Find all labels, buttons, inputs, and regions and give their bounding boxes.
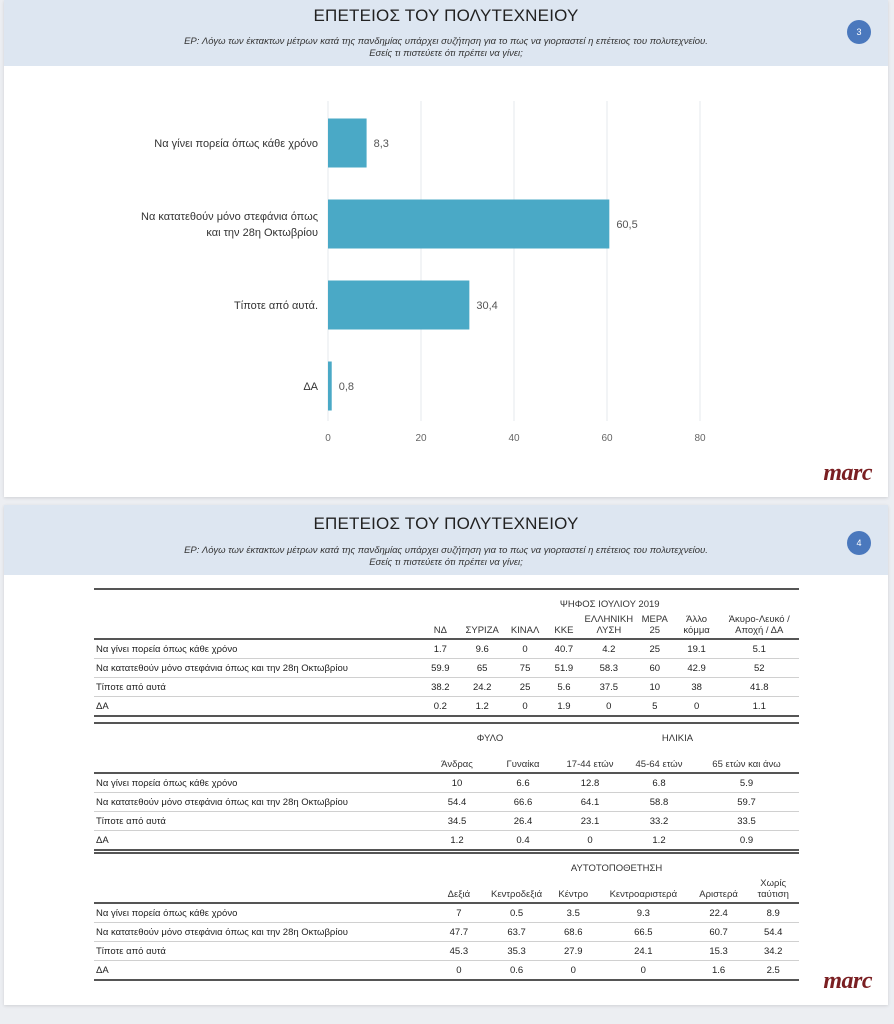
table-cell: 42.9 [674, 659, 720, 678]
group-header-row [94, 589, 799, 610]
table-cell: 51.9 [546, 659, 582, 678]
table-cell: 25 [504, 678, 546, 697]
column-header [690, 874, 748, 903]
table-cell: 1.2 [424, 831, 490, 851]
marc-logo: marc [823, 460, 872, 486]
table-cell: 1.6 [690, 961, 748, 981]
table-cell: 0 [504, 639, 546, 659]
row-label: Να κατατεθούν μόνο στεφάνια όπως και την 28η Οκτωβρίου [94, 659, 420, 678]
slide-3 [4, 0, 888, 497]
table-row [94, 831, 799, 851]
question-line-2: Εσείς τι πιστεύετε ότι πρέπει να γίνει; [369, 557, 523, 568]
group-title: ΑΥΤΟΤΟΠΟΘΕΤΗΣΗ [434, 853, 799, 874]
table-cell: 66.6 [490, 793, 556, 812]
row-label: Τίποτε από αυτά [94, 678, 420, 697]
bar-value-label: 30,4 [476, 300, 498, 312]
table-cell: 34.2 [747, 942, 799, 961]
table-cell: 23.1 [556, 812, 624, 831]
table-cell: 54.4 [424, 793, 490, 812]
bar-chart [4, 66, 888, 456]
column-header-line: ΚΙΝΑΛ [510, 625, 540, 636]
table-cell: 6.6 [490, 773, 556, 793]
column-header-line: Άκυρο-Λευκό / [728, 614, 790, 625]
column-header-line: Δεξιά [447, 889, 471, 900]
column-header-line: 45-64 ετών [635, 759, 683, 770]
column-header [720, 610, 800, 639]
table-cell: 65 [460, 659, 504, 678]
table-cell: 9.6 [460, 639, 504, 659]
column-header-line: Κεντροδεξιά [490, 889, 543, 900]
column-header [484, 874, 550, 903]
column-header [747, 874, 799, 903]
bar [328, 200, 609, 249]
table-cell: 38.2 [420, 678, 460, 697]
column-header [424, 744, 490, 773]
gender-age-table [94, 722, 799, 851]
table-row [94, 639, 799, 659]
row-label: ΔΑ [94, 697, 420, 717]
table-cell: 0.2 [420, 697, 460, 717]
table-cell: 5.9 [694, 773, 799, 793]
category-label: Να γίνει πορεία όπως κάθε χρόνο [154, 138, 318, 150]
table-cell: 5.1 [720, 639, 800, 659]
column-header-line: Κέντρο [558, 889, 589, 900]
column-header-line: ΝΔ [433, 625, 447, 636]
table-cell: 59.9 [420, 659, 460, 678]
column-header [460, 610, 504, 639]
table-cell: 33.2 [624, 812, 694, 831]
table-cell: 10 [424, 773, 490, 793]
table-cell: 4.2 [582, 639, 636, 659]
column-header [624, 744, 694, 773]
table-cell: 54.4 [747, 923, 799, 942]
column-header [420, 610, 460, 639]
table-cell: 0.4 [490, 831, 556, 851]
group-title: ΨΗΦΟΣ ΙΟΥΛΙΟΥ 2019 [420, 589, 799, 610]
x-tick-label: 60 [601, 433, 613, 444]
column-header [597, 874, 690, 903]
table-cell: 0.9 [694, 831, 799, 851]
table-cell: 64.1 [556, 793, 624, 812]
table-cell: 34.5 [424, 812, 490, 831]
table-cell: 37.5 [582, 678, 636, 697]
vote-table [94, 588, 799, 717]
table-cell: 15.3 [690, 942, 748, 961]
marc-logo: marc [823, 968, 872, 994]
row-label: Να γίνει πορεία όπως κάθε χρόνο [94, 773, 424, 793]
x-tick-label: 0 [325, 433, 331, 444]
table-row [94, 961, 799, 981]
question-line-1: ΕΡ: Λόγω των έκτακτων μέτρων κατά της πανδημίας υπάρχει συζήτηση για το πως να γιορταστεί η επέτειος του πολυτεχνείου. [184, 36, 708, 47]
table-cell: 75 [504, 659, 546, 678]
row-label: ΔΑ [94, 831, 424, 851]
row-label: Τίποτε από αυτά [94, 942, 434, 961]
table-cell: 38 [674, 678, 720, 697]
row-label: Να γίνει πορεία όπως κάθε χρόνο [94, 903, 434, 923]
column-header-line: Άνδρας [441, 759, 473, 770]
bar-value-label: 60,5 [616, 219, 638, 231]
table-cell: 24.2 [460, 678, 504, 697]
column-header-line: Χωρίς [760, 878, 787, 889]
table-cell: 1.7 [420, 639, 460, 659]
table-cell: 63.7 [484, 923, 550, 942]
group-header-row [94, 723, 799, 744]
table-cell: 1.2 [624, 831, 694, 851]
x-tick-label: 20 [415, 433, 427, 444]
category-label: και την 28η Οκτωβρίου [206, 227, 318, 239]
table-cell: 10 [636, 678, 674, 697]
table-cell: 52 [720, 659, 800, 678]
column-header [546, 610, 582, 639]
table-row [94, 773, 799, 793]
x-tick-label: 80 [694, 433, 706, 444]
column-header [434, 874, 483, 903]
table-cell: 0 [597, 961, 690, 981]
column-header-line: 17-44 ετών [566, 759, 614, 770]
column-header [550, 874, 597, 903]
table-cell: 0 [556, 831, 624, 851]
column-header [636, 610, 674, 639]
column-header-line: ταύτιση [757, 889, 789, 900]
table-cell: 60 [636, 659, 674, 678]
column-header [582, 610, 636, 639]
bar [328, 119, 367, 168]
column-header-line: Γυναίκα [506, 759, 540, 770]
table-cell: 1.2 [460, 697, 504, 717]
column-header-line: Αποχή / ΔΑ [735, 625, 784, 636]
table-cell: 26.4 [490, 812, 556, 831]
question-text [4, 545, 888, 569]
column-header [490, 744, 556, 773]
group-title: ΦΥΛΟ [424, 723, 556, 744]
category-label: Τίποτε από αυτά. [234, 300, 318, 312]
row-label: Να κατατεθούν μόνο στεφάνια όπως και την 28η Οκτωβρίου [94, 793, 424, 812]
column-header-row [94, 874, 799, 903]
row-label: Να κατατεθούν μόνο στεφάνια όπως και την 28η Οκτωβρίου [94, 923, 434, 942]
column-header-line: 25 [649, 625, 661, 636]
table-cell: 8.9 [747, 903, 799, 923]
table-cell: 2.5 [747, 961, 799, 981]
table-row [94, 812, 799, 831]
row-label: Να γίνει πορεία όπως κάθε χρόνο [94, 639, 420, 659]
slide-header [4, 0, 888, 66]
category-label: ΔΑ [303, 381, 318, 393]
column-header-line: 65 ετών και άνω [712, 759, 781, 770]
table-cell: 1.9 [546, 697, 582, 717]
table-cell: 33.5 [694, 812, 799, 831]
column-header-line: Κεντροαριστερά [609, 889, 678, 900]
slide-4 [4, 505, 888, 1005]
category-label: Να κατατεθούν μόνο στεφάνια όπως [141, 211, 318, 223]
table-cell: 60.7 [690, 923, 748, 942]
table-cell: 40.7 [546, 639, 582, 659]
column-header-line: κόμμα [683, 625, 710, 636]
table-cell: 0 [504, 697, 546, 717]
table-cell: 58.8 [624, 793, 694, 812]
question-line-1: ΕΡ: Λόγω των έκτακτων μέτρων κατά της πανδημίας υπάρχει συζήτηση για το πως να γιορταστεί η επέτειος του πολυτεχνείου. [184, 545, 708, 556]
table-cell: 7 [434, 903, 483, 923]
group-header-row [94, 853, 799, 874]
bar [328, 281, 469, 330]
column-header [504, 610, 546, 639]
slide-header [4, 505, 888, 575]
page-number-badge: 4 [847, 531, 871, 555]
table-cell: 24.1 [597, 942, 690, 961]
row-label: ΔΑ [94, 961, 434, 981]
table-cell: 35.3 [484, 942, 550, 961]
bar [328, 362, 332, 411]
table-row [94, 923, 799, 942]
table-cell: 5 [636, 697, 674, 717]
bar-value-label: 0,8 [338, 381, 355, 393]
table-row [94, 697, 799, 717]
question-line-2: Εσείς τι πιστεύετε ότι πρέπει να γίνει; [369, 48, 523, 59]
table-cell: 6.8 [624, 773, 694, 793]
slide-title: ΕΠΕΤΕΙΟΣ ΤΟΥ ΠΟΛΥΤΕΧΝΕΙΟΥ [313, 6, 579, 25]
table-row [94, 659, 799, 678]
table-cell: 66.5 [597, 923, 690, 942]
bar-value-label: 8,3 [373, 138, 389, 150]
table-cell: 19.1 [674, 639, 720, 659]
column-header [556, 744, 624, 773]
x-tick-label: 40 [508, 433, 520, 444]
column-header [694, 744, 799, 773]
column-header [674, 610, 720, 639]
table-cell: 68.6 [550, 923, 597, 942]
table-cell: 0 [550, 961, 597, 981]
table-cell: 5.6 [546, 678, 582, 697]
table-row [94, 942, 799, 961]
column-header-row [94, 610, 799, 639]
table-cell: 59.7 [694, 793, 799, 812]
table-cell: 58.3 [582, 659, 636, 678]
table-cell: 0 [582, 697, 636, 717]
column-header-line: Άλλο [686, 614, 708, 625]
column-header-line: ΜΕΡΑ [641, 614, 668, 625]
page-number-badge: 3 [847, 20, 871, 44]
slide-title: ΕΠΕΤΕΙΟΣ ΤΟΥ ΠΟΛΥΤΕΧΝΕΙΟΥ [313, 514, 579, 533]
table-cell: 1.1 [720, 697, 800, 717]
table-cell: 41.8 [720, 678, 800, 697]
column-header-line: Αριστερά [699, 889, 738, 900]
table-cell: 47.7 [434, 923, 483, 942]
column-header-line: ΚΚΕ [554, 625, 574, 636]
column-header-line: ΣΥΡΙΖΑ [465, 625, 499, 636]
table-cell: 3.5 [550, 903, 597, 923]
table-cell: 0 [434, 961, 483, 981]
table-cell: 27.9 [550, 942, 597, 961]
table-row [94, 793, 799, 812]
self-placement-table [94, 852, 799, 981]
group-title: ΗΛΙΚΙΑ [556, 723, 799, 744]
row-label: Τίποτε από αυτά [94, 812, 424, 831]
table-cell: 45.3 [434, 942, 483, 961]
table-cell: 22.4 [690, 903, 748, 923]
column-header-line: ΛΥΣΗ [596, 625, 622, 636]
table-cell: 25 [636, 639, 674, 659]
column-header-row [94, 744, 799, 773]
table-cell: 0.6 [484, 961, 550, 981]
question-text [4, 36, 888, 60]
table-row [94, 903, 799, 923]
table-cell: 0.5 [484, 903, 550, 923]
table-cell: 0 [674, 697, 720, 717]
column-header-line: ΕΛΛΗΝΙΚΗ [584, 614, 634, 625]
table-cell: 9.3 [597, 903, 690, 923]
table-cell: 12.8 [556, 773, 624, 793]
table-row [94, 678, 799, 697]
